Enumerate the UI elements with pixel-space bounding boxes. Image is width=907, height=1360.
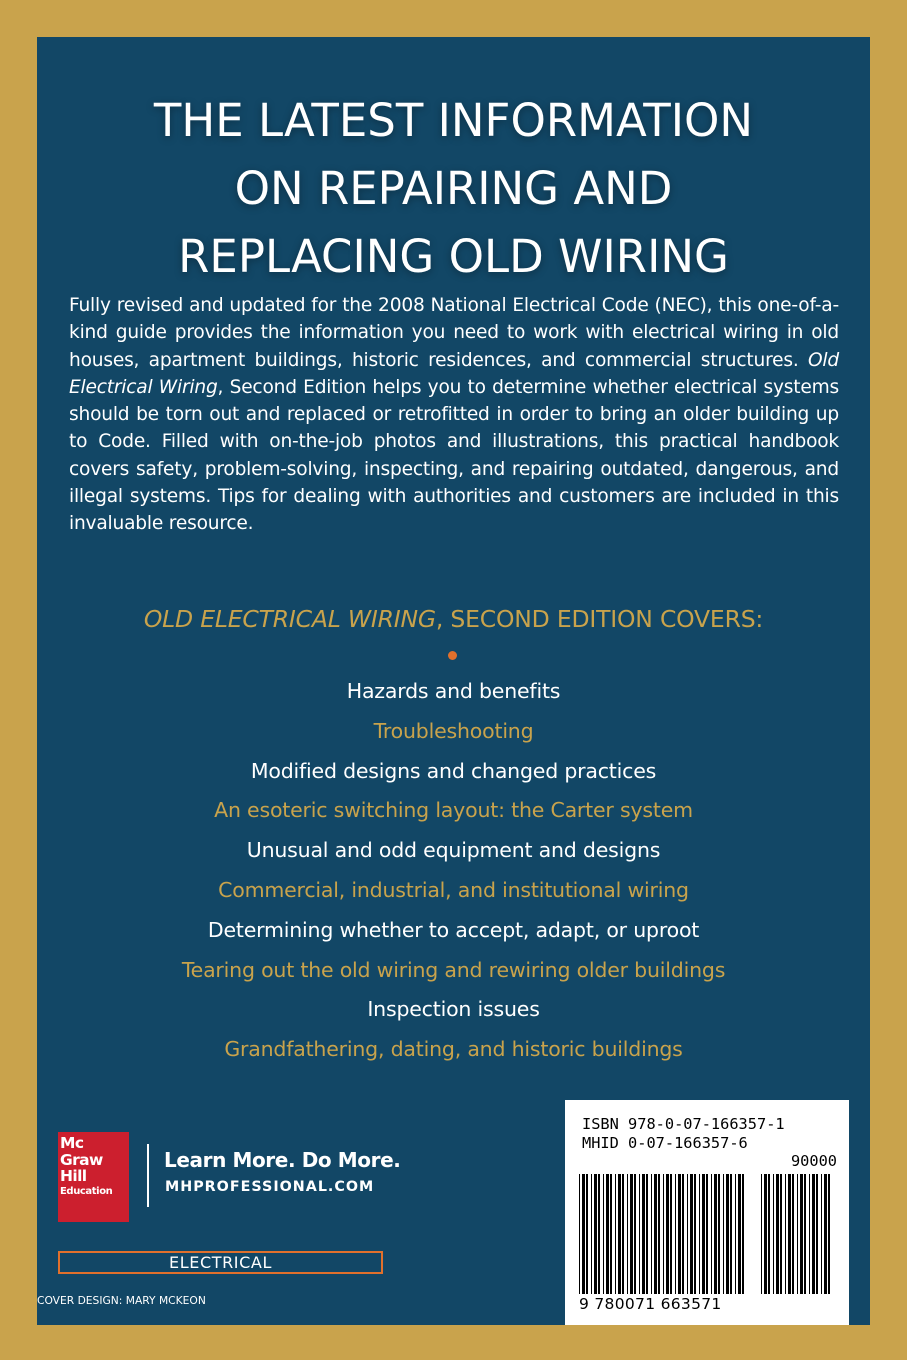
topic-item: Determining whether to accept, adapt, or uproot: [207, 917, 700, 942]
barcode-bar: [642, 1174, 645, 1294]
logo-text: Graw: [60, 1150, 103, 1169]
topic-item: Commercial, industrial, and institutional wiring: [218, 877, 689, 902]
barcode-bar: [591, 1174, 592, 1294]
topic-item: Tearing out the old wiring and rewiring older buildings: [181, 957, 726, 982]
barcode-bar: [675, 1174, 676, 1294]
barcode-bar: [768, 1174, 770, 1294]
barcode-bar: [694, 1174, 696, 1294]
barcode-bar: [586, 1174, 588, 1294]
barcode-bar: [761, 1174, 762, 1294]
barcode-bar: [785, 1174, 786, 1294]
headline-line: THE LATEST INFORMATION: [153, 94, 754, 147]
barcode-bar: [666, 1174, 669, 1294]
barcode-bar: [812, 1174, 815, 1294]
barcode-bar: [780, 1174, 782, 1294]
barcode-bar: [735, 1174, 736, 1294]
publisher-tagline: Learn More. Do More.: [164, 1148, 401, 1172]
addon-barcode: [761, 1174, 837, 1296]
barcode-bar: [658, 1174, 660, 1294]
isbn-text: ISBN 978-0-07-166357-1: [582, 1115, 785, 1133]
headline-line: REPLACING OLD WIRING: [178, 230, 729, 283]
barcode-bar: [579, 1174, 580, 1294]
barcode-bar: [792, 1174, 794, 1294]
cover-design-credit: COVER DESIGN: MARY MCKEON: [37, 1294, 206, 1307]
barcode-bar: [699, 1174, 700, 1294]
logo-text: Mc: [60, 1134, 84, 1152]
description-text: Fully revised and updated for the 2008 National Electrical Code (NEC), this one-of-a-kind guide provides the information you need to work with electrical wiring in old houses, apartment buildings, historic residences, and commercial structures.: [69, 295, 839, 371]
barcode-bar: [610, 1174, 612, 1294]
headline: [37, 87, 870, 291]
barcode-bar: [809, 1174, 810, 1294]
barcode-bar: [773, 1174, 774, 1294]
barcode-bar: [714, 1174, 717, 1294]
barcode-bar: [690, 1174, 693, 1294]
barcode-bar: [582, 1174, 585, 1294]
barcode-bar: [702, 1174, 705, 1294]
barcode-bar: [594, 1174, 597, 1294]
ean-barcode: [579, 1174, 749, 1296]
barcode-bar: [742, 1174, 744, 1294]
barcode-bar: [606, 1174, 609, 1294]
barcode-bar: [706, 1174, 708, 1294]
barcode-bar: [711, 1174, 712, 1294]
category-label: ELECTRICAL: [58, 1251, 383, 1274]
barcode-bar: [738, 1174, 741, 1294]
barcode-bar: [797, 1174, 798, 1294]
barcode-bar: [682, 1174, 684, 1294]
barcode-bar: [634, 1174, 636, 1294]
barcode-bar: [804, 1174, 806, 1294]
description-text: , Second Edition helps you to determine whether electrical systems should be torn out and replaced or retrofitted in order to bring an older building up to Code. Filled with on-the-job photos and illustrations, this practical handbook covers safety, problem-solving, inspecting, and repairing outdated, dangerous, and illegal systems. Tips for dealing with authorities and customers are included in this invaluable resource.: [69, 376, 839, 535]
barcode-bar: [726, 1174, 729, 1294]
barcode-bar: [603, 1174, 604, 1294]
publisher-logo: [58, 1132, 129, 1222]
barcode-bar: [630, 1174, 633, 1294]
headline-line: ON REPAIRING AND: [234, 162, 673, 215]
topic-item: Grandfathering, dating, and historic buildings: [224, 1037, 683, 1062]
barcode-bar: [618, 1174, 621, 1294]
barcode-bar: [654, 1174, 657, 1294]
mhid-text: MHID 0-07-166357-6: [582, 1134, 748, 1152]
barcode-number: 9 780071 663571: [579, 1295, 722, 1313]
publisher-website: MHPROFESSIONAL.COM: [165, 1179, 375, 1195]
barcode-bar: [730, 1174, 732, 1294]
barcode-bar: [651, 1174, 652, 1294]
barcode-bar: [764, 1174, 767, 1294]
topics-list: [37, 671, 870, 1069]
barcode-bar: [800, 1174, 803, 1294]
barcode-bar: [598, 1174, 600, 1294]
barcode-bar: [718, 1174, 720, 1294]
topic-item: Unusual and odd equipment and designs: [246, 838, 661, 863]
covers-heading: [37, 605, 870, 633]
book-title-inline: Old Electrical Wiring: [69, 349, 839, 398]
barcode-bar: [788, 1174, 791, 1294]
topic-item: Troubleshooting: [373, 718, 534, 743]
barcode-bar: [776, 1174, 779, 1294]
barcode-bar: [627, 1174, 628, 1294]
topic-item: Hazards and benefits: [346, 679, 561, 703]
covers-heading-title: OLD ELECTRICAL WIRING: [143, 605, 436, 633]
price-addon-text: 90000: [790, 1152, 837, 1170]
barcode-bar: [687, 1174, 688, 1294]
logo-divider: [147, 1144, 149, 1207]
barcode-bar: [670, 1174, 672, 1294]
barcode-bar: [639, 1174, 640, 1294]
logo-subtext: Education: [60, 1185, 113, 1197]
barcode-bar: [723, 1174, 724, 1294]
covers-heading-rest: , SECOND EDITION COVERS:: [435, 605, 764, 633]
description-paragraph: [69, 292, 839, 538]
barcode-bar: [816, 1174, 818, 1294]
barcode-panel: [565, 1100, 849, 1325]
bullet-dot: [448, 651, 457, 660]
barcode-bar: [678, 1174, 681, 1294]
topic-item: Inspection issues: [367, 997, 540, 1022]
barcode-bar: [663, 1174, 664, 1294]
barcode-bar: [646, 1174, 648, 1294]
barcode-bar: [824, 1174, 827, 1294]
barcode-bar: [821, 1174, 822, 1294]
barcode-bar: [828, 1174, 830, 1294]
back-cover-panel: [37, 37, 870, 1325]
barcode-bar: [615, 1174, 616, 1294]
topic-item: An esoteric switching layout: the Carter system: [214, 798, 693, 823]
barcode-bar: [622, 1174, 624, 1294]
logo-text: Hill: [60, 1167, 87, 1185]
topic-item: Modified designs and changed practices: [250, 758, 657, 783]
